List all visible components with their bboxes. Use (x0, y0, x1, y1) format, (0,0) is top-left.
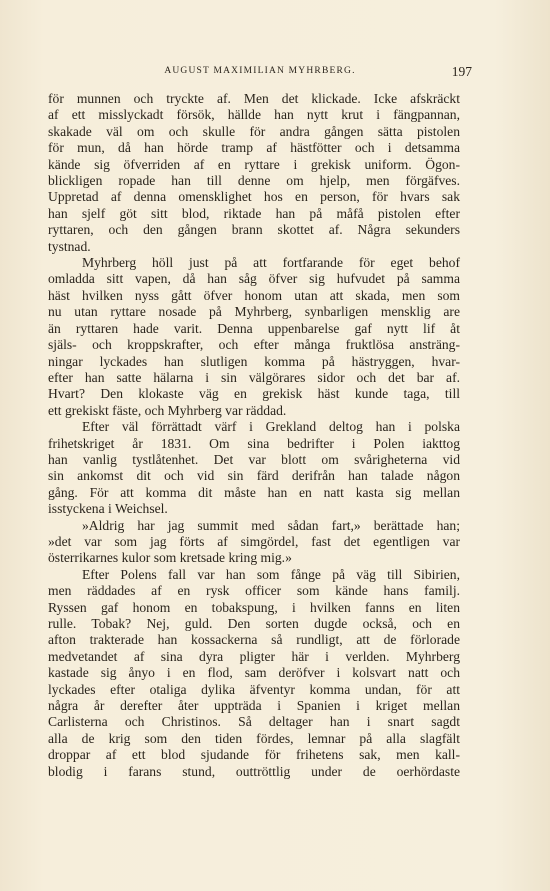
text-line: tystnad. (48, 238, 91, 254)
text-line: isstyckena i Weichsel. (48, 501, 168, 517)
text-line: han vanlig tystlåtenhet. Det var blott om svårigheterna vid (48, 451, 460, 467)
body-text (48, 91, 460, 780)
text-line: skakade väl om och skulle för andra gången sätta pistolen (48, 123, 460, 139)
text-line: Hvart? Den klokaste väg en grekisk häst kunde taga, till (48, 386, 460, 402)
text-line: Myhrberg höll just på att fortfarande för eget behof (82, 255, 460, 271)
text-line: lyckades efter otaliga dylika äfventyr komma undan, för att (48, 681, 460, 697)
text-line: ningar lyckades han slutligen komma på hästryggen, hvar- (48, 353, 460, 369)
text-line: frihetskriget år 1831. Om sina bedrifter i Polen iakttog (48, 435, 460, 451)
text-line: nu utan ryttare nosade på Myhrberg, synbarligen mensklig are (48, 304, 460, 320)
text-line: kastade sig ånyo i en flod, sam deröfver i kolsvart natt och (48, 665, 460, 681)
text-line: blodig i farans stund, outtröttlig under de oerhördaste (48, 763, 460, 779)
text-line: Uppretad af denna omensklighet hos en person, för hvars sak (48, 189, 460, 205)
text-line: några år derefter åter uppträda i Spanien i kriget mellan (48, 698, 460, 714)
text-line: sin ankomst dit och vid sin färd derifrån han talade någon (48, 468, 460, 484)
text-line: omladda sitt vapen, då han såg öfver sig hufvudet på samma (48, 271, 460, 287)
text-line: ett grekiskt fäste, och Myhrberg var räddad. (48, 402, 287, 418)
text-line: droppar af ett blod sjudande för frihetens sak, men kall- (48, 747, 460, 763)
text-line: men räddades af en rysk officer som kände hans familj. (48, 583, 460, 599)
page-header (48, 64, 472, 82)
text-line: för munnen och tryckte af. Men det klickade. Icke afskräckt (48, 91, 460, 106)
running-head: AUGUST MAXIMILIAN MYHRBERG. (164, 66, 356, 76)
text-line: af ett misslyckadt försök, hällde han nytt krut i fängpannan, (48, 107, 460, 123)
text-line: Carlisterna och Christinos. Så deltager han i snart sagdt (48, 714, 460, 730)
text-line: blickligen ropade han till denne om hjelp, men förgäfves. (48, 173, 460, 189)
text-line: »det var som jag förts af simgördel, fast det egentligen var (48, 533, 460, 549)
text-line: än ryttaren hade varit. Denna uppenbarelse gaf nytt lif åt (48, 320, 460, 336)
text-line: Efter väl förrättadt värf i Grekland deltog han i polska (82, 419, 460, 435)
text-line: Efter Polens fall var han som fånge på väg till Sibirien, (82, 566, 460, 582)
text-line: rulle. Tobak? Nej, guld. Den sorten dugde också, och en (48, 616, 460, 631)
text-line: han sjelf göt sitt blod, riktade han på måfå pistolen efter (48, 205, 460, 221)
text-line: afton trakterade han kossackerna så rundligt, att de förlorade (48, 632, 460, 648)
text-line: gång. För att komma dit måste han en natt kasta sig mellan (48, 484, 460, 500)
text-line: österrikarnes kulor som kretsade kring mig.» (48, 550, 292, 566)
text-line: för mun, då han hörde tramp af hästfötter och i detsamma (48, 140, 460, 156)
text-line: alla de krig som den tiden fördes, lemnar på alla slagfält (48, 730, 460, 746)
page-number: 197 (451, 64, 472, 79)
text-line: »Aldrig har jag summit med sådan fart,» berättade han; (82, 517, 460, 533)
text-line: medvetandet af sina dyra pligter här i verlden. Myhrberg (48, 648, 460, 664)
text-line: ryttaren, och den gången brann skottet af. Några sekunders (48, 222, 460, 238)
text-line: häst hvilken nyss gått öfver honom utan att skada, men som (48, 287, 460, 303)
text-line: själs- och kroppskrafter, och efter många fruktlösa ansträng- (48, 337, 460, 353)
text-line: kände sig öfverriden af en ryttare i grekisk uniform. Ögon- (48, 156, 460, 172)
text-line: efter han satte hälarna i sin välgörares sidor och det bar af. (48, 369, 460, 385)
text-line: Ryssen gaf honom en tobakspung, i hvilken fanns en liten (48, 599, 460, 615)
